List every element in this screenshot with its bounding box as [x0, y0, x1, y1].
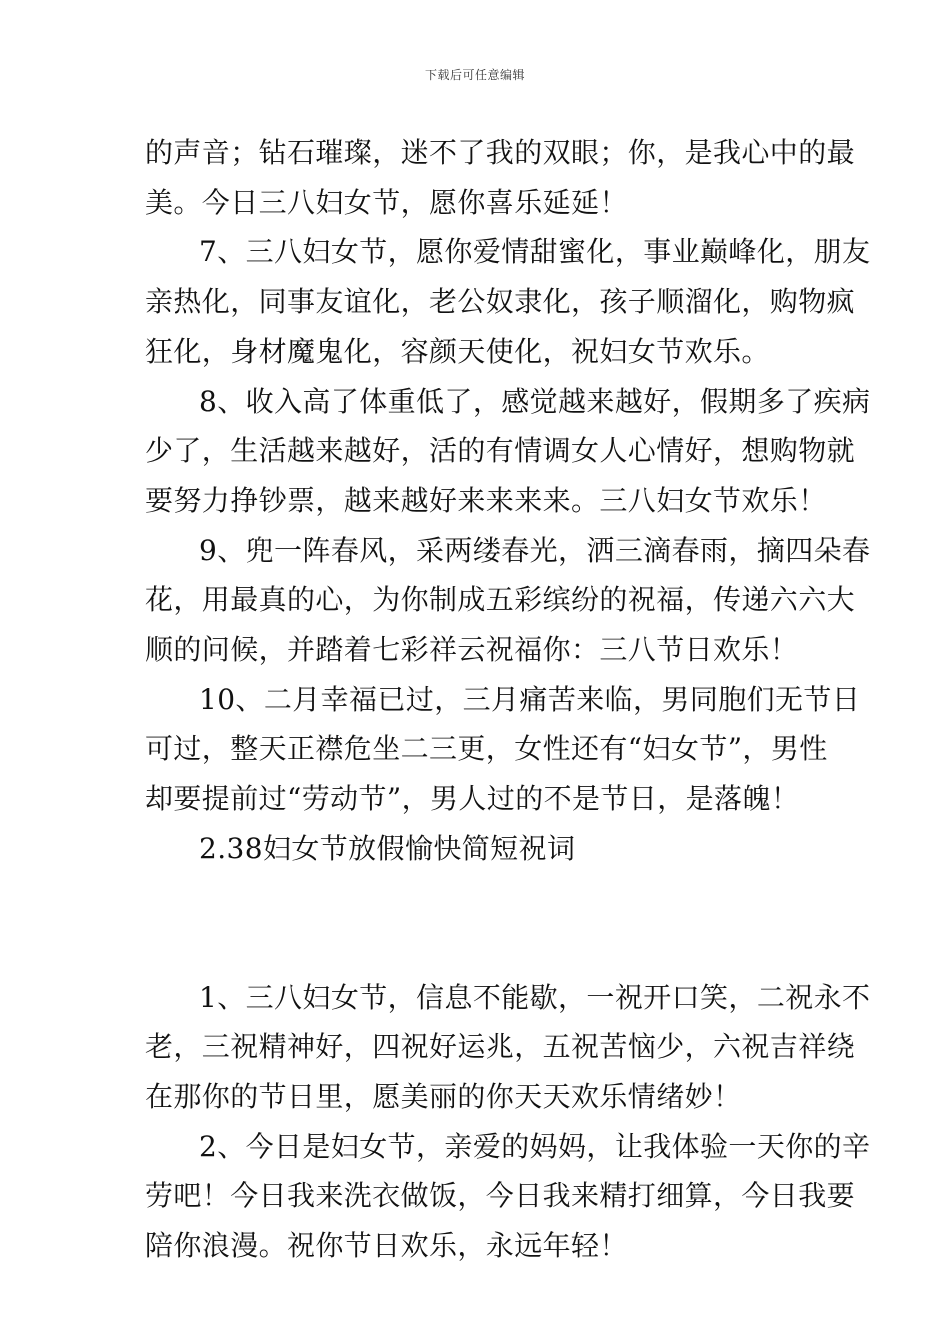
text-line: 劳吧！今日我来洗衣做饭，今日我来精打细算，今日我要 [145, 1179, 856, 1213]
section-gap [145, 874, 825, 973]
section-heading [145, 824, 825, 874]
text-line: 花，用最真的心，为你制成五彩缤纷的祝福，传递六六大 [145, 583, 856, 617]
paragraph-item-1 [145, 973, 871, 1122]
text-line: 亲热化，同事友谊化，老公奴隶化，孩子顺溜化，购物疯 [145, 285, 856, 319]
paragraph-item-2 [145, 1122, 871, 1271]
text-line: 少了，生活越来越好，活的有情调女人心情好，想购物就 [145, 434, 856, 468]
text-line: 陪你浪漫。祝你节日欢乐，永远年轻！ [145, 1229, 628, 1263]
text-line: 狂化，身材魔鬼化，容颜天使化，祝妇女节欢乐。 [145, 334, 770, 368]
text-line: 在那你的节日里，愿美丽的你天天欢乐情绪妙！ [145, 1079, 742, 1113]
paragraph-item-9 [145, 526, 871, 675]
text-line: 顺的问候，并踏着七彩祥云祝福你：三八节日欢乐！ [145, 633, 799, 667]
text-line: 的声音；钻石璀璨，迷不了我的双眼；你，是我心中的最 [145, 136, 856, 169]
text-line: 9、兜一阵春风，采两缕春光，洒三滴春雨，摘四朵春 [199, 533, 871, 567]
text-line: 可过，整天正襟危坐二三更，女性还有“妇女节”，男性 [145, 732, 828, 766]
paragraph-item-10 [145, 675, 861, 824]
page-header: 下载后可任意编辑 [424, 68, 525, 82]
text-line: 7、三八妇女节，愿你爱情甜蜜化，事业巅峰化，朋友 [199, 235, 871, 269]
text-line: 老，三祝精神好，四祝好运兆，五祝苦恼少，六祝吉祥绕 [145, 1030, 856, 1064]
document-body [145, 128, 871, 1271]
paragraph-continued [145, 128, 856, 227]
text-line: 2、今日是妇女节，亲爱的妈妈，让我体验一天你的辛 [199, 1129, 871, 1163]
text-line: 1、三八妇女节，信息不能歇，一祝开口笑，二祝永不 [199, 980, 871, 1014]
text-line: 要努力挣钞票，越来越好来来来来。三八妇女节欢乐！ [145, 483, 827, 517]
paragraph-item-7 [145, 227, 871, 376]
section-heading-text: 2.38妇女节放假愉快简短祝词 [199, 831, 576, 865]
paragraph-item-8 [145, 377, 871, 526]
text-line: 10、二月幸福已过，三月痛苦来临，男同胞们无节日 [199, 682, 861, 716]
text-line: 却要提前过“劳动节”，男人过的不是节日，是落魄！ [145, 782, 800, 816]
text-line: 美。今日三八妇女节，愿你喜乐延延！ [145, 185, 628, 219]
text-line: 8、收入高了体重低了，感觉越来越好，假期多了疾病 [199, 384, 871, 418]
